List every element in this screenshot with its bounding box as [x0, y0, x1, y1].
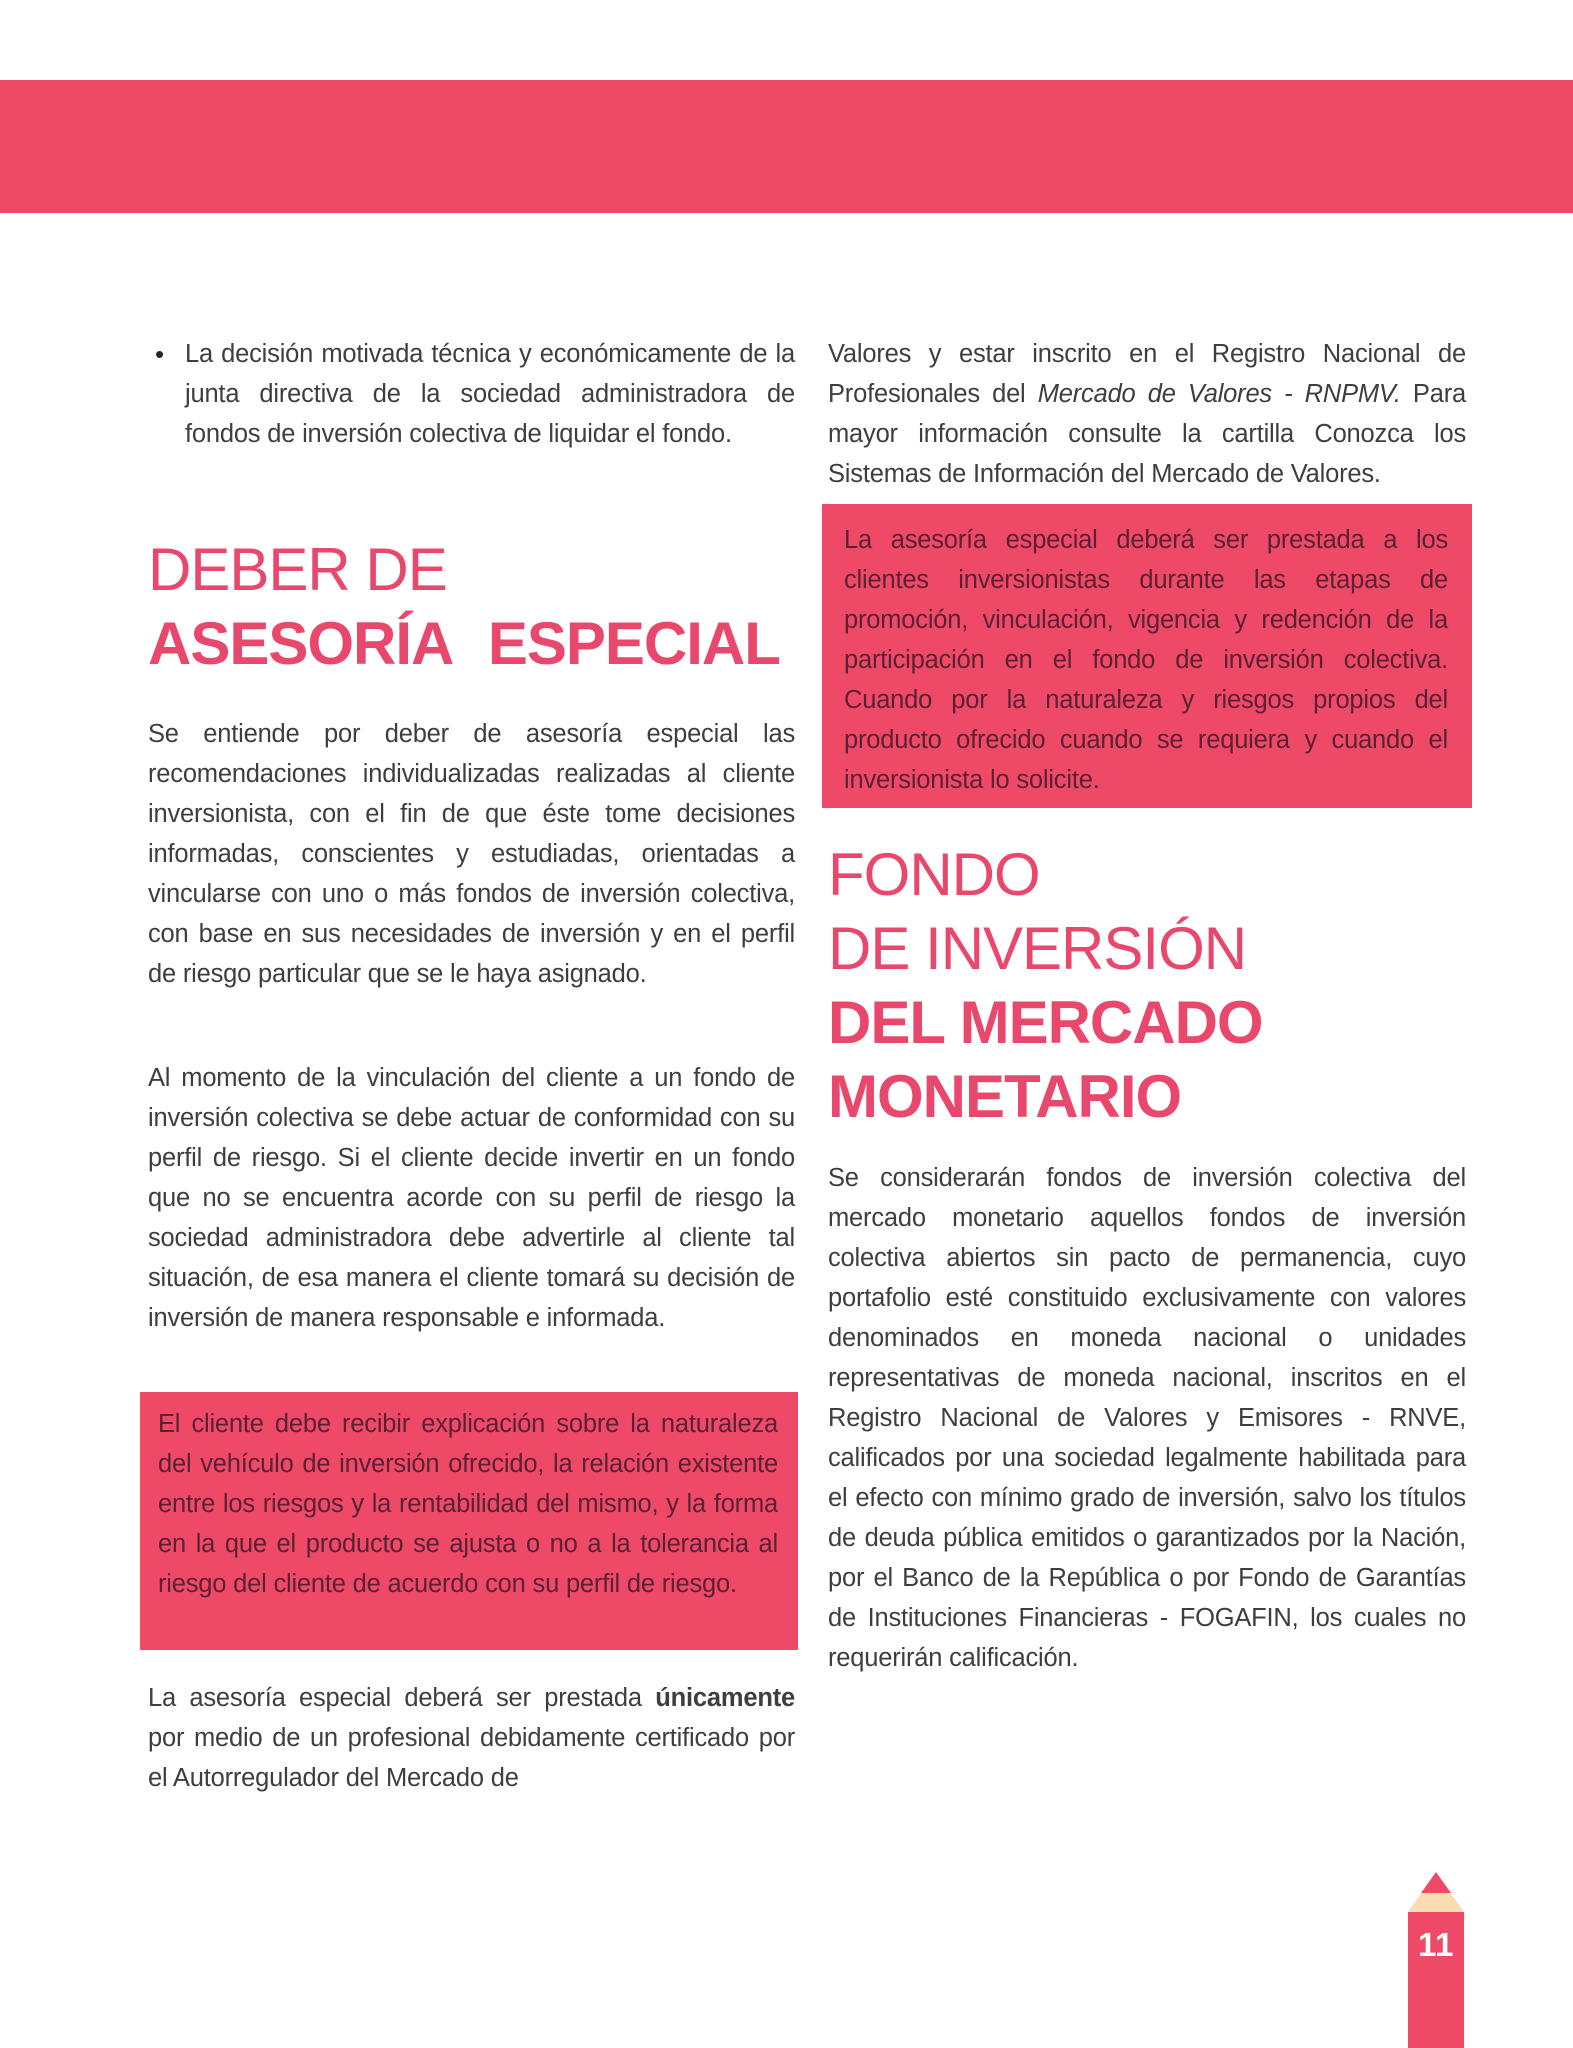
paragraph-run-italic: Mercado de Valores - RNPMV. [1037, 380, 1401, 408]
pencil-icon [1408, 1872, 1464, 2048]
paragraph-run: Para mayor información consulte la cartilla Conozca los Sistemas de Información del Mercado de Valores. [828, 380, 1466, 488]
pencil-lead-icon [1421, 1872, 1451, 1893]
heading-line-light: DEBER DE [148, 536, 447, 603]
paragraph-registro-nacional [828, 334, 1466, 494]
heading-line-bold: MONETARIO [828, 1063, 1182, 1130]
bullet-icon: • [155, 339, 165, 369]
highlight-box-etapas-asesoria [822, 504, 1472, 808]
bullet-item-text: La decisión motivada técnica y económicamente de la junta directiva de la sociedad administradora de fondos de inversión colectiva de liquidar el fondo. [185, 340, 795, 448]
pencil-wood-icon [1408, 1893, 1464, 1912]
highlight-box-text: La asesoría especial deberá ser prestada a los clientes inversionistas durante las etapas de promoción, vinculación, vigencia y redención de la participación en el fondo de inversión colectiva. Cuando por la naturaleza y riesgos propios del producto ofrecido cuando se requiera y cuando el inversionista lo solicite. [844, 526, 1448, 794]
bullet-list-item [155, 334, 795, 454]
paragraph-vinculacion-cliente: Al momento de la vinculación del cliente a un fondo de inversión colectiva se debe actuar de conformidad con su perfil de riesgo. Si el cliente decide invertir en un fondo que no se encuentra acorde con su perfil de riesgo la sociedad administradora debe advertirle al cliente tal situación, de esa manera el cliente tomará su decisión de inversión de manera responsable e informada. [148, 1064, 795, 1332]
heading-line-bold: DEL MERCADO [828, 989, 1263, 1056]
highlight-box-text: El cliente debe recibir explicación sobre la naturaleza del vehículo de inversión ofrecido, la relación existente entre los riesgos y la rentabilidad del mismo, y la forma en la que el producto se ajusta o no a la tolerancia al riesgo del cliente de acuerdo con su perfil de riesgo. [158, 1410, 778, 1598]
highlight-box-explicacion-cliente [140, 1392, 798, 1650]
pencil-body [1408, 1912, 1464, 2048]
paragraph-run: Valores y estar inscrito en el Registro Nacional de Profesionales del [828, 340, 1466, 408]
section-heading-deber-de-asesoria-especial [148, 533, 780, 681]
heading-line-light: FONDO [828, 841, 1040, 908]
paragraph-asesoria-profesional [148, 1678, 795, 1798]
heading-line-light: DE INVERSIÓN [828, 915, 1247, 982]
paragraph-fondos-mercado-monetario: Se considerarán fondos de inversión colectiva del mercado monetario aquellos fondos de inversión colectiva abiertos sin pacto de permanencia, cuyo portafolio esté constituido exclusivamente con valores denominados en moneda nacional o unidades representativas de moneda nacional, inscritos en el Registro Nacional de Valores y Emisores - RNVE, calificados por una sociedad legalmente habilitada para el efecto con mínimo grado de inversión, salvo los títulos de deuda pública emitidos o garantizados por la Nación, por el Banco de la República o por Fondo de Garantías de Instituciones Financieras - FOGAFIN, los cuales no requerirán calificación. [828, 1164, 1466, 1672]
paragraph-run: por medio de un profesional debidamente certificado por el Autorregulador del Mercado de [148, 1724, 795, 1792]
paragraph-run: La asesoría especial deberá ser prestada [148, 1684, 656, 1712]
heading-line-bold: ASESORÍA ESPECIAL [148, 610, 780, 677]
header-band [0, 80, 1573, 213]
paragraph-run-bold: únicamente [655, 1684, 795, 1712]
paragraph-asesoria-definicion: Se entiende por deber de asesoría especial las recomendaciones individualizadas realizadas al cliente inversionista, con el fin de que éste tome decisiones informadas, conscientes y estudiadas, orientadas a vincularse con uno o más fondos de inversión colectiva, con base en sus necesidades de inversión y en el perfil de riesgo particular que se le haya asignado. [148, 720, 795, 988]
page-number: 11 [1418, 1926, 1454, 1963]
section-heading-fondo-mercado-monetario [828, 838, 1263, 1134]
